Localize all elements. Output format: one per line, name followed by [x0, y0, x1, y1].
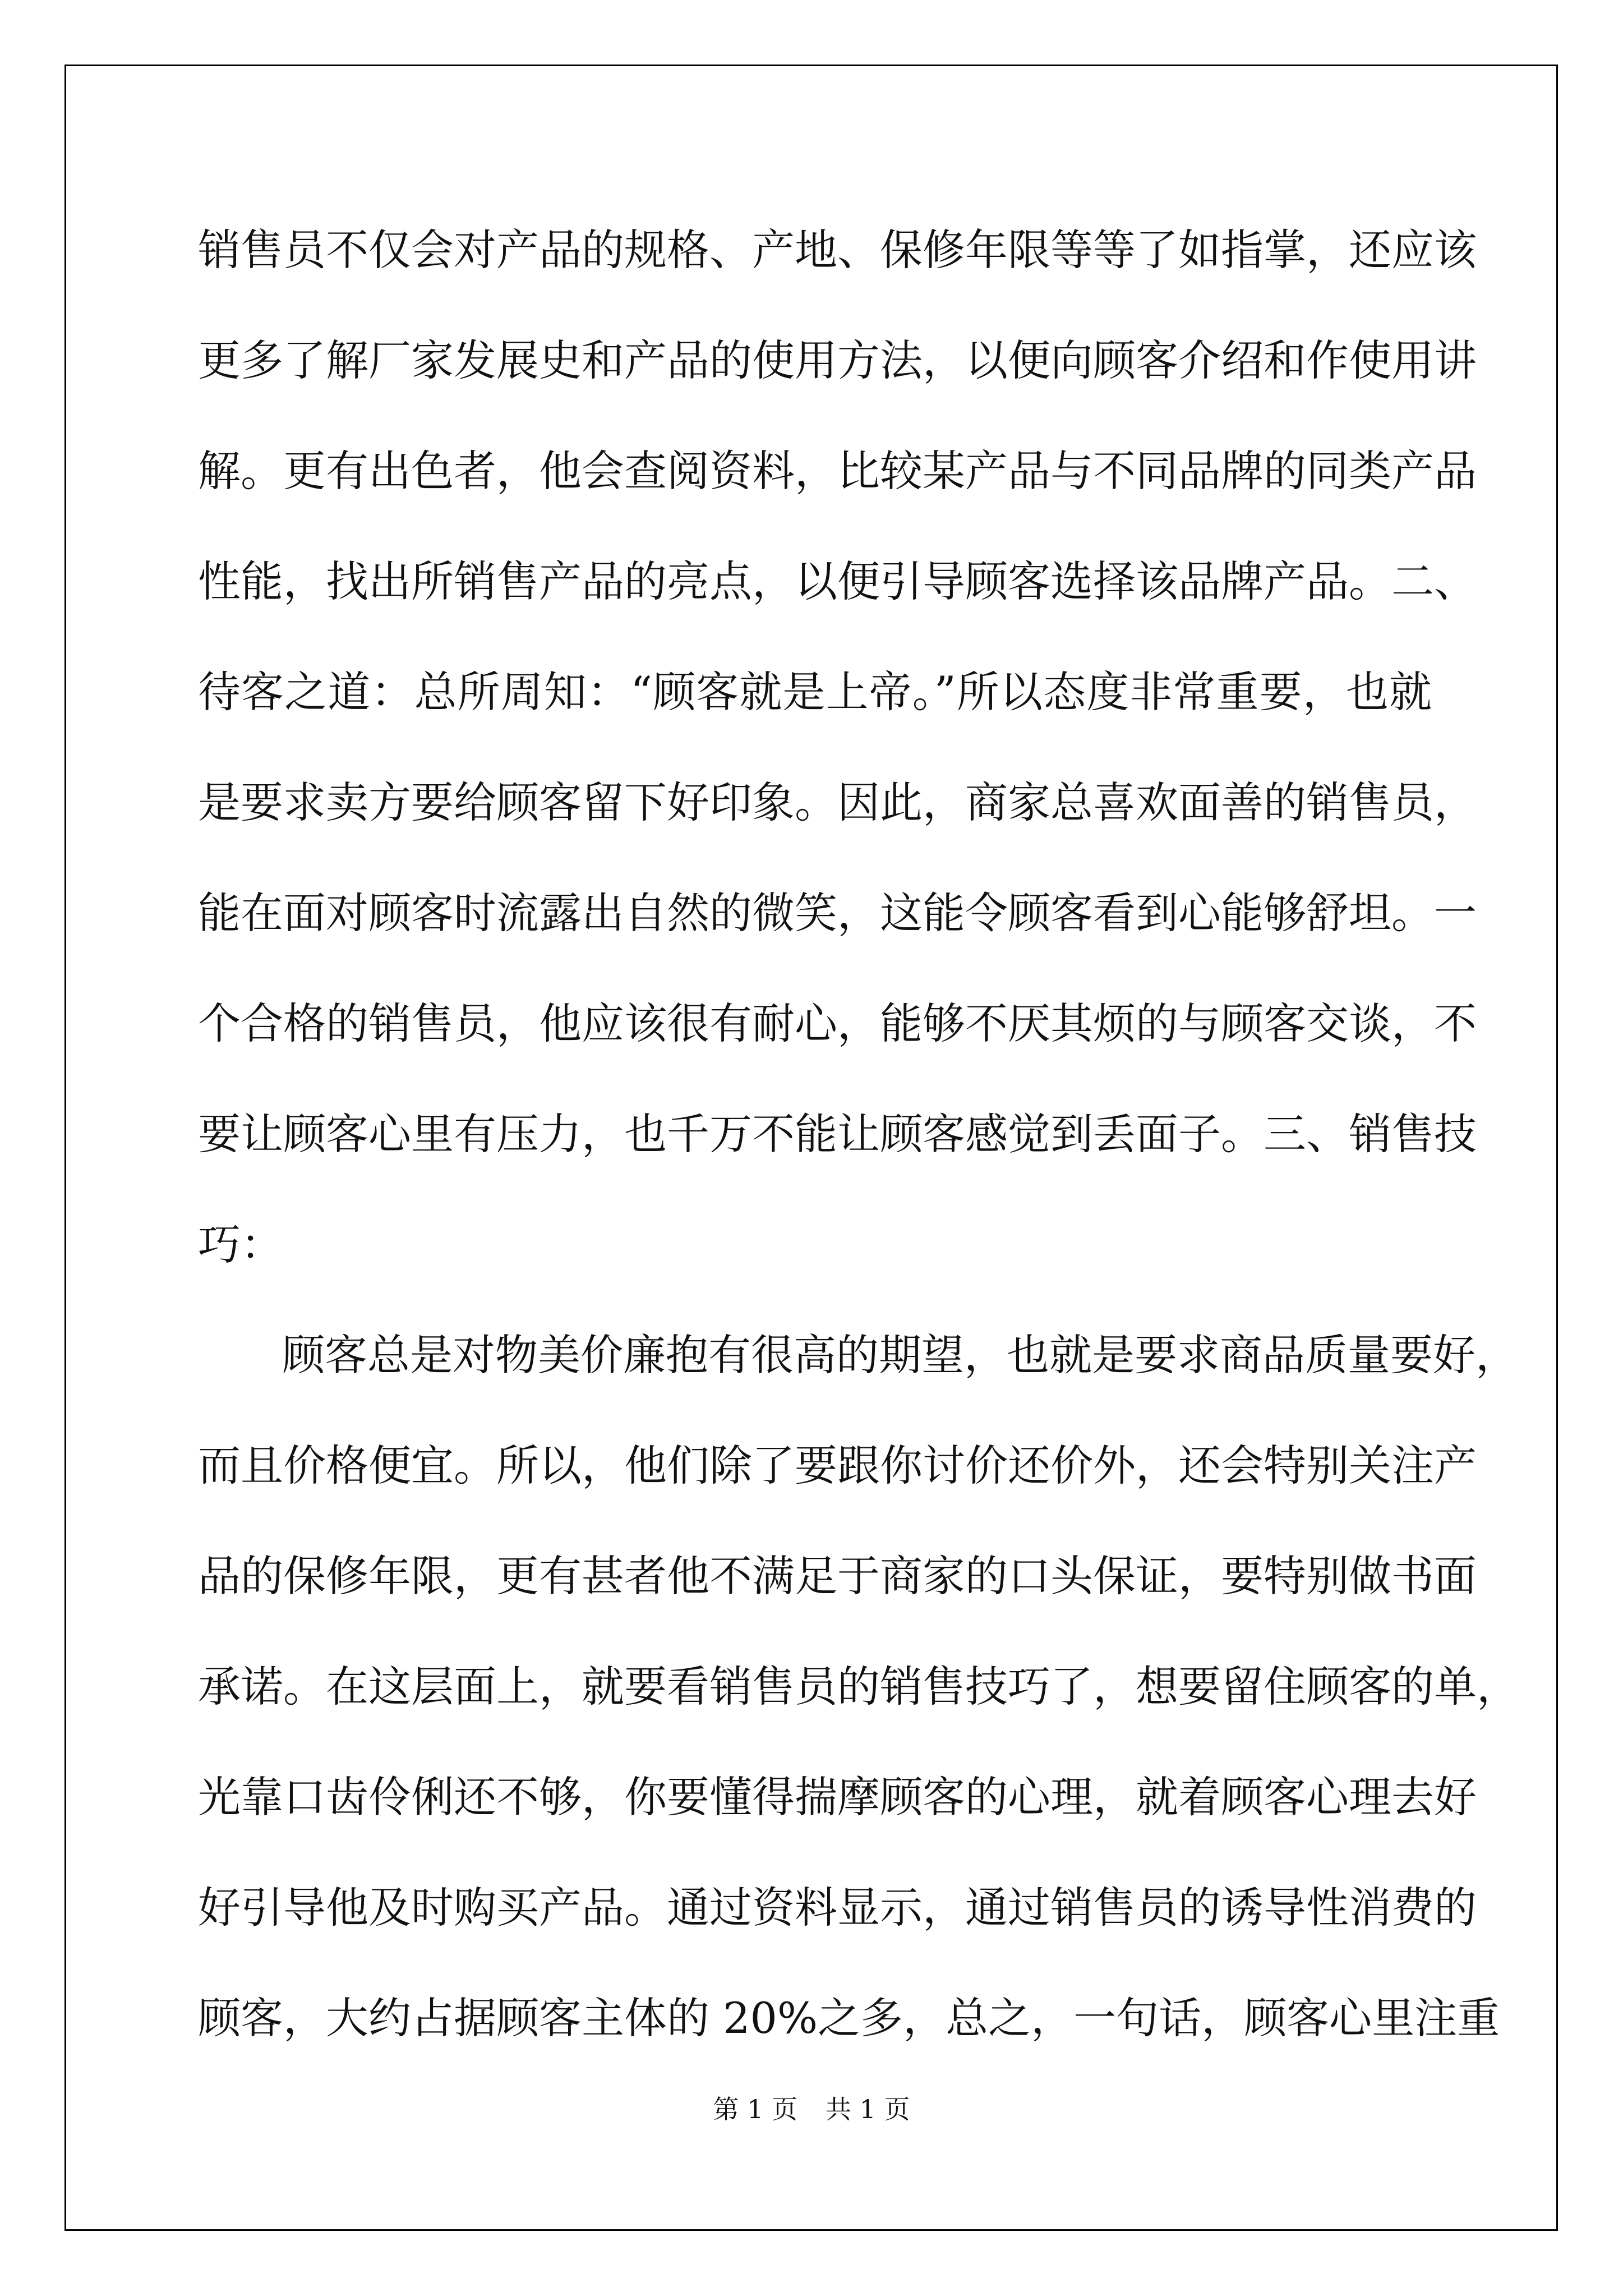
text-line: 性能，找出所销售产品的亮点，以便引导顾客选择该品牌产品。二、: [198, 556, 1477, 606]
page-total: 共 1 页: [826, 2094, 910, 2124]
text-line: 是要求卖方要给顾客留下好印象。因此，商家总喜欢面善的销售员，: [198, 777, 1477, 827]
text-line: 而且价格便宜。所以，他们除了要跟你讨价还价外，还会特别关注产: [198, 1441, 1477, 1490]
text-line: 解。更有出色者，他会查阅资料，比较某产品与不同品牌的同类产品: [198, 446, 1477, 496]
text-line: 个合格的销售员，他应该很有耐心，能够不厌其烦的与顾客交谈，不: [198, 999, 1477, 1048]
text-line: 能在面对顾客时流露出自然的微笑，这能令顾客看到心能够舒坦。一: [198, 888, 1477, 938]
text-line: 顾客总是对物美价廉抱有很高的期望，也就是要求商品质量要好，: [282, 1330, 1518, 1380]
page-number: 第 1 页: [713, 2094, 797, 2124]
text-line: 顾客，大约占据顾客主体的 20%之多，总之，一句话，顾客心里注重: [198, 1993, 1500, 2043]
text-line: 好引导他及时购买产品。通过资料显示，通过销售员的诱导性消费的: [198, 1883, 1477, 1932]
text-line: 品的保修年限，更有甚者他不满足于商家的口头保证，要特别做书面: [198, 1551, 1477, 1601]
text-line: 销售员不仅会对产品的规格、产地、保修年限等等了如指掌，还应该: [198, 225, 1477, 275]
text-line: 要让顾客心里有压力，也千万不能让顾客感觉到丢面子。三、销售技: [198, 1109, 1477, 1159]
text-line: 待客之道：总所周知：“顾客就是上帝。”所以态度非常重要，也就: [198, 667, 1432, 717]
page-footer: [0, 2092, 1623, 2126]
text-line: 光靠口齿伶俐还不够，你要懂得揣摩顾客的心理，就着顾客心理去好: [198, 1772, 1477, 1822]
text-line: 承诺。在这层面上，就要看销售员的销售技巧了，想要留住顾客的单，: [198, 1662, 1519, 1711]
text-line: 更多了解厂家发展史和产品的使用方法，以便向顾客介绍和作使用讲: [198, 335, 1477, 385]
text-line: 巧：: [198, 1220, 283, 1269]
